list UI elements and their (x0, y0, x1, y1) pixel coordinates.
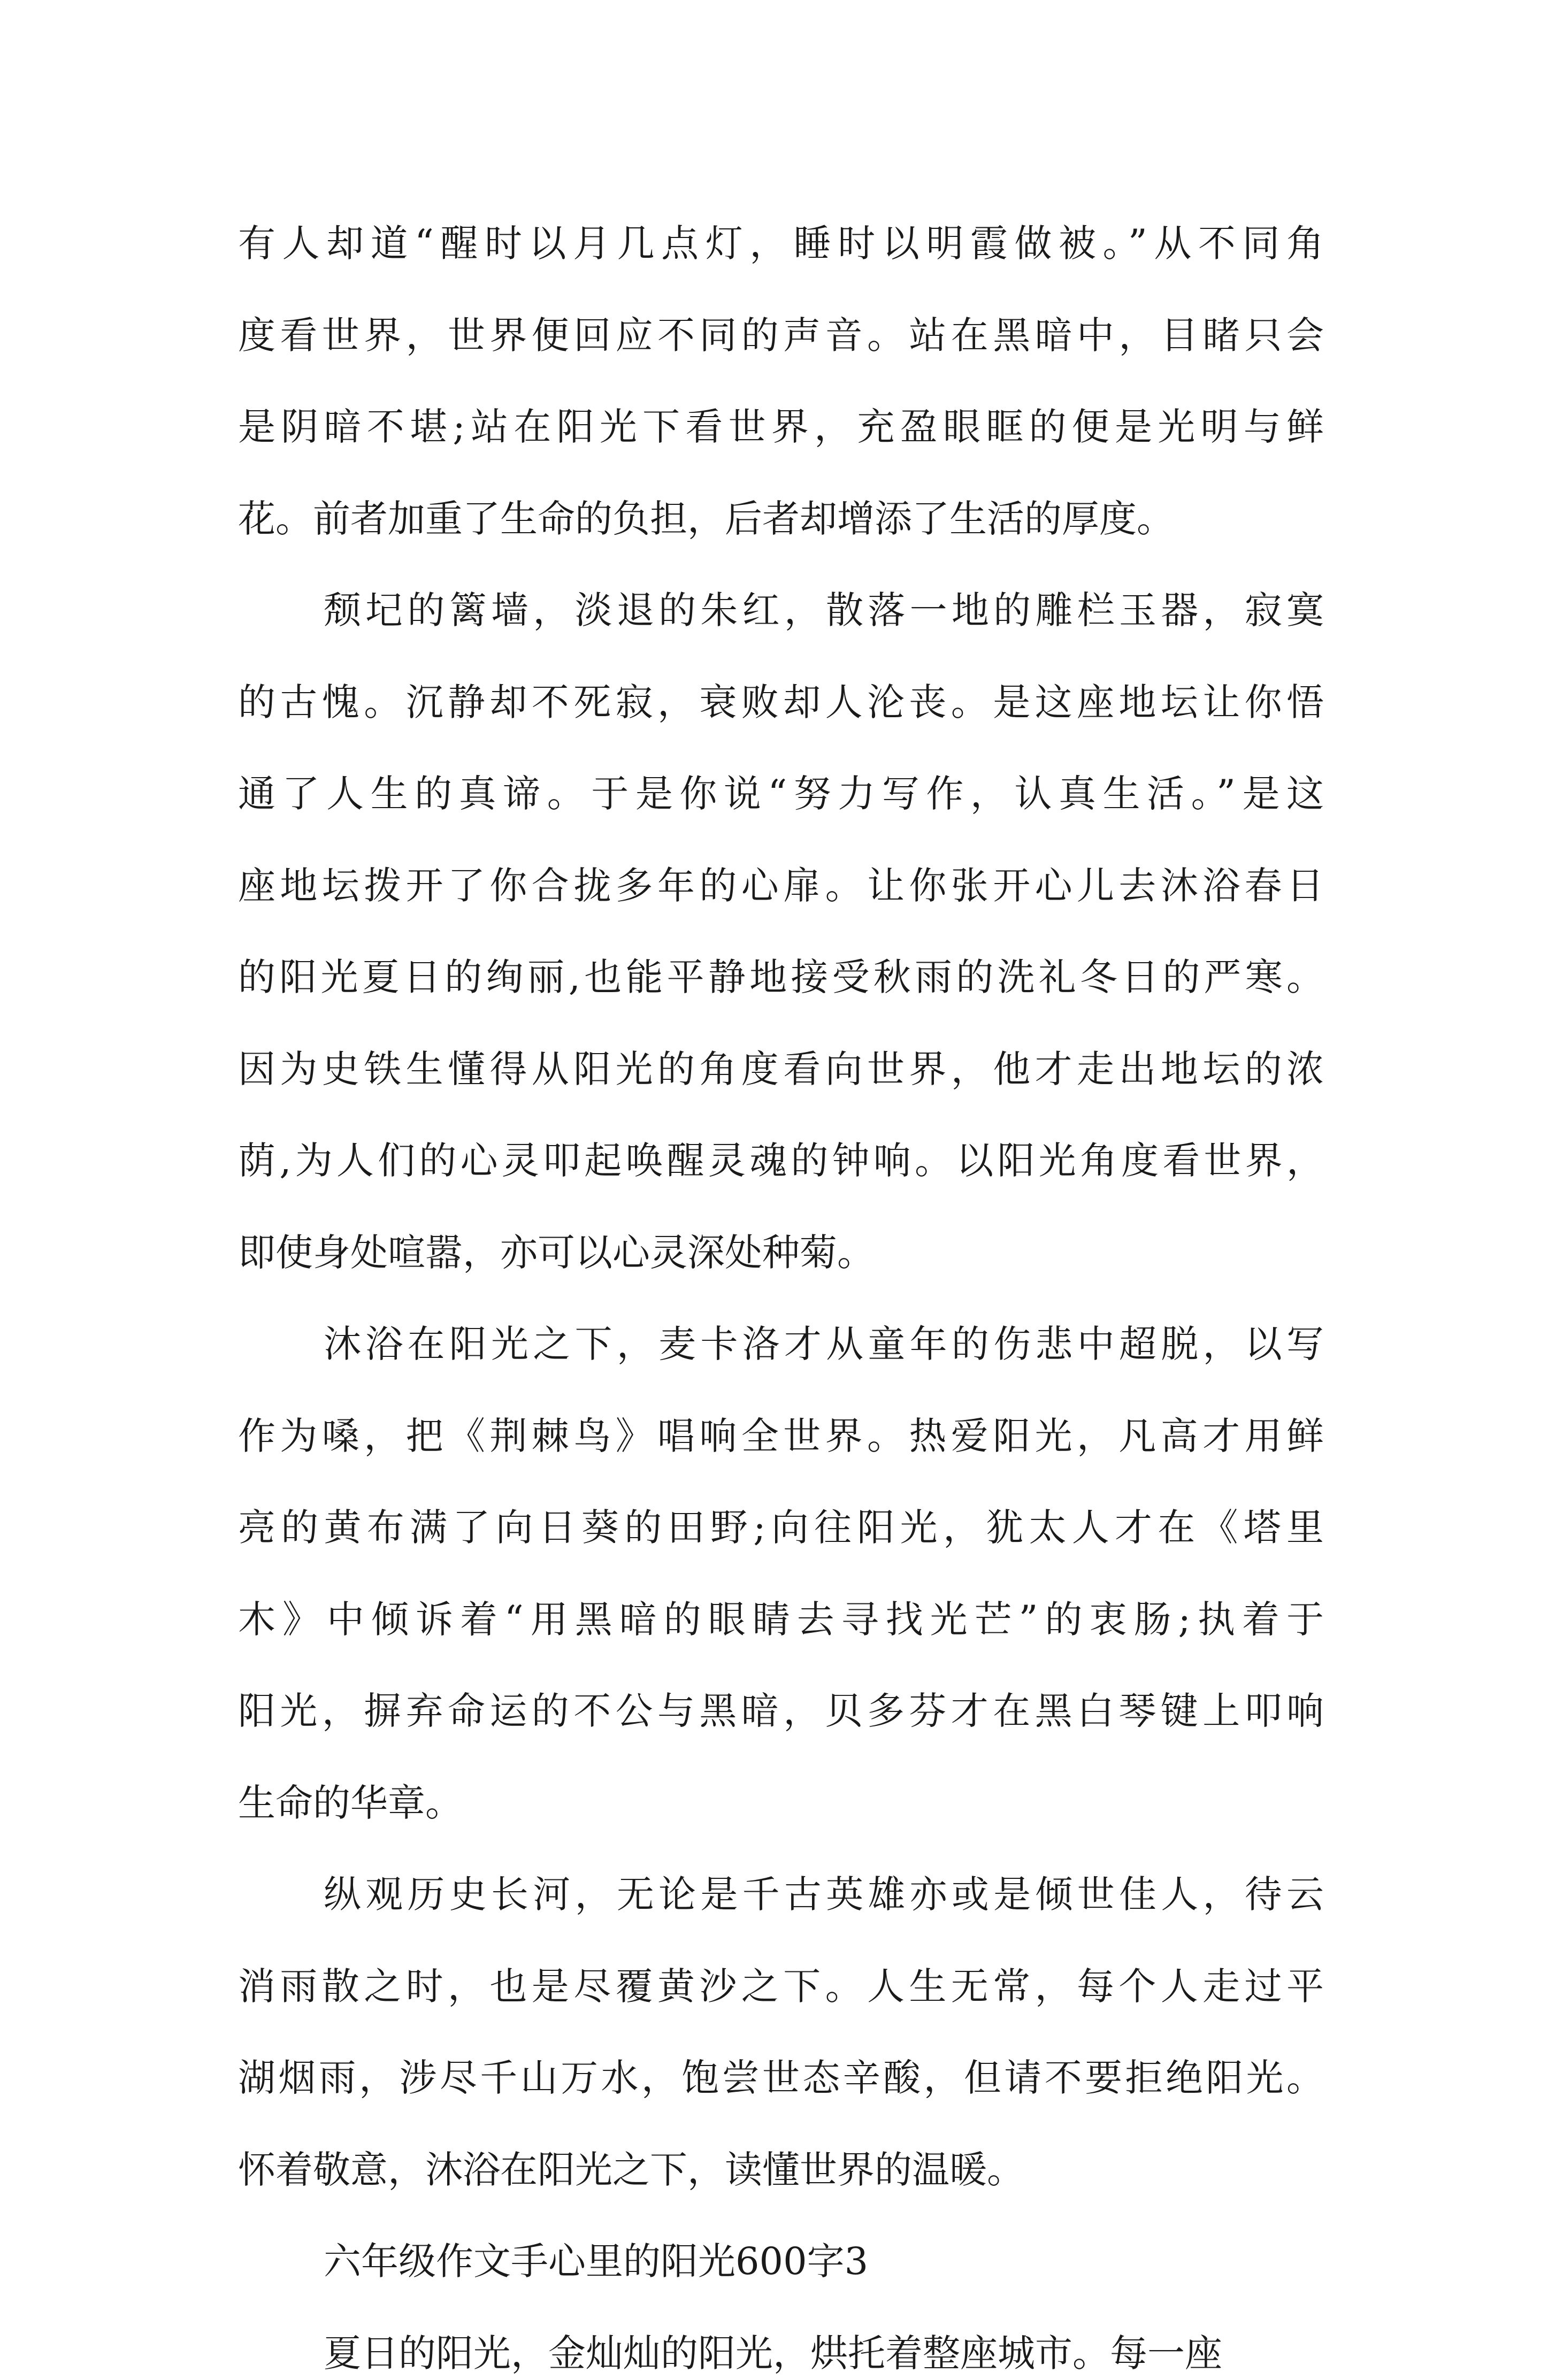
text-line: 的古愧。沉静却不死寂，衰败却人沦丧。是这座地坛让你悟 (238, 680, 1324, 724)
text-line: 纵观历史长河，无论是千古英雄亦或是倾世佳人，待云 (324, 1872, 1324, 1916)
text-line: 颓圮的篱墙，淡退的朱红，散落一地的雕栏玉器，寂寞 (324, 588, 1324, 632)
text-line: 荫,为人们的心灵叩起唤醒灵魂的钟响。以阳光角度看世界， (238, 1139, 1324, 1183)
text-line: 座地坛拨开了你合拢多年的心扉。让你张开心儿去沐浴春日 (238, 863, 1324, 908)
text-line: 夏日的阳光，金灿灿的阳光，烘托着整座城市。每一座 (324, 2331, 1222, 2375)
text-line: 是阴暗不堪;站在阳光下看世界，充盈眼眶的便是光明与鲜 (238, 405, 1324, 449)
text-line: 木》中倾诉着“用黑暗的眼睛去寻找光芒”的衷肠;执着于 (238, 1597, 1324, 1641)
text-line: 生命的华章。 (238, 1780, 463, 1825)
text-line: 阳光，摒弃命运的不公与黑暗，贝多芬才在黑白琴键上叩响 (238, 1689, 1324, 1733)
text-line: 怀着敬意，沐浴在阳光之下，读懂世界的温暖。 (238, 2147, 1024, 2192)
text-line: 度看世界，世界便回应不同的声音。站在黑暗中，目睹只会 (238, 313, 1324, 357)
text-line: 有人却道“醒时以月几点灯，睡时以明霞做被。”从不同角 (238, 221, 1324, 265)
text-line: 湖烟雨，涉尽千山万水，饱尝世态辛酸，但请不要拒绝阳光。 (238, 2056, 1324, 2100)
text-line: 沐浴在阳光之下，麦卡洛才从童年的伤悲中超脱，以写 (324, 1322, 1324, 1366)
text-line: 六年级作文手心里的阳光600字3 (324, 2239, 869, 2283)
text-line: 消雨散之时，也是尽覆黄沙之下。人生无常，每个人走过平 (238, 1964, 1324, 2008)
text-line: 因为史铁生懂得从阳光的角度看向世界，他才走出地坛的浓 (238, 1047, 1324, 1091)
text-line: 亮的黄布满了向日葵的田野;向往阳光，犹太人才在《塔里 (238, 1506, 1324, 1549)
text-line: 的阳光夏日的绚丽,也能平静地接受秋雨的洗礼冬日的严寒。 (238, 955, 1324, 999)
text-line: 通了人生的真谛。于是你说“努力写作，认真生活。”是这 (238, 772, 1324, 816)
text-line: 花。前者加重了生命的负担，后者却增添了生活的厚度。 (238, 496, 1174, 541)
text-line: 即使身处喧嚣，亦可以心灵深处种菊。 (238, 1230, 875, 1275)
text-line: 作为嗓，把《荆棘鸟》唱响全世界。热爱阳光，凡高才用鲜 (238, 1414, 1324, 1458)
